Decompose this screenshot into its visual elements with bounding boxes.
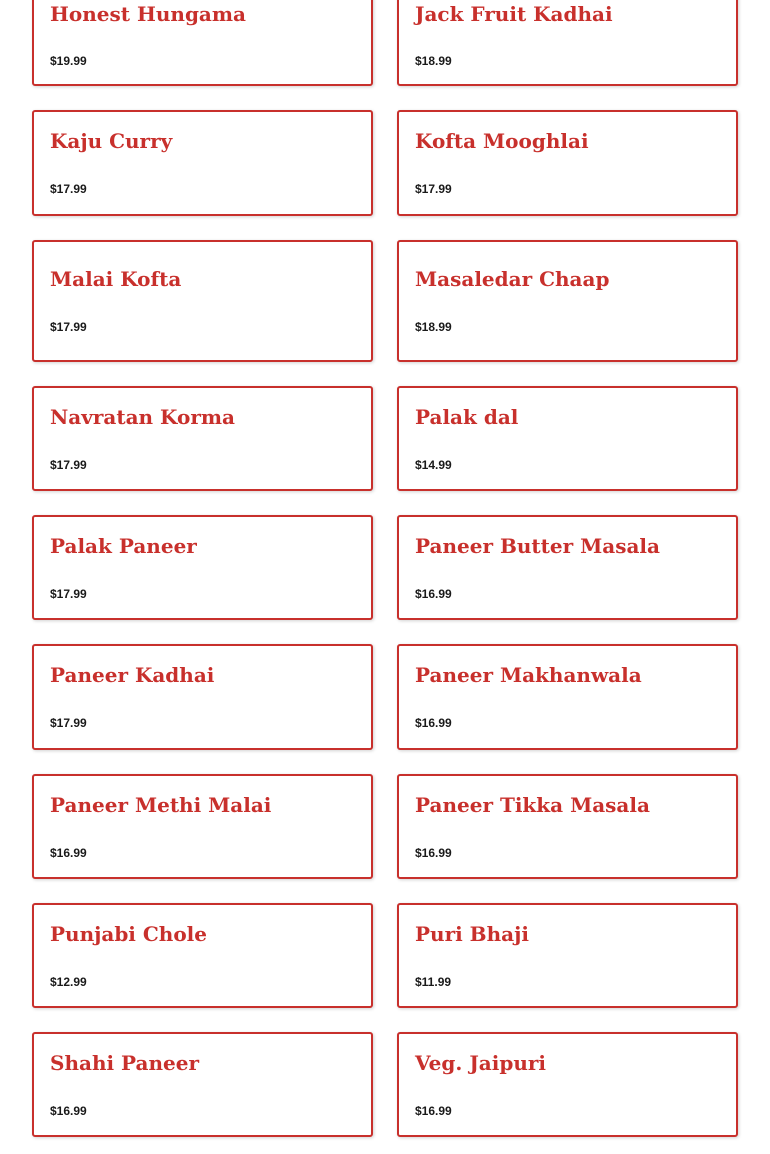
menu-item-price: $19.99 [50, 54, 87, 68]
menu-item-card[interactable] [397, 386, 738, 491]
menu-item-price: $17.99 [50, 458, 87, 472]
menu-item-price: $16.99 [415, 1104, 452, 1118]
menu-item-price: $17.99 [50, 320, 87, 334]
menu-item-price: $16.99 [50, 1104, 87, 1118]
menu-item-name: Palak Paneer [50, 534, 197, 558]
menu-item-price: $17.99 [50, 182, 87, 196]
menu-item-name: Malai Kofta [50, 267, 182, 291]
menu-item-name: Kofta Mooghlai [415, 129, 589, 153]
menu-item-price: $14.99 [415, 458, 452, 472]
menu-item-name: Paneer Tikka Masala [415, 793, 650, 817]
menu-item-name: Punjabi Chole [50, 922, 207, 946]
menu-item-price: $18.99 [415, 320, 452, 334]
menu-item-name: Paneer Butter Masala [415, 534, 660, 558]
menu-item-card[interactable] [32, 903, 373, 1008]
menu-item-card[interactable] [32, 774, 373, 879]
menu-item-card[interactable] [32, 386, 373, 491]
menu-item-card[interactable] [397, 0, 738, 86]
menu-item-name: Puri Bhaji [415, 922, 529, 946]
menu-item-name: Masaledar Chaap [415, 267, 610, 291]
menu-item-card[interactable] [32, 1032, 373, 1137]
menu-item-name: Honest Hungama [50, 2, 247, 26]
menu-item-card[interactable] [32, 240, 373, 362]
menu-item-name: Palak dal [415, 405, 519, 429]
menu-item-price: $17.99 [50, 716, 87, 730]
menu-item-name: Paneer Methi Malai [50, 793, 272, 817]
menu-item-name: Jack Fruit Kadhai [415, 2, 613, 26]
menu-item-card[interactable] [32, 644, 373, 750]
menu-item-card[interactable] [397, 774, 738, 879]
menu-item-name: Veg. Jaipuri [415, 1051, 546, 1075]
menu-item-name: Shahi Paneer [50, 1051, 200, 1075]
menu-item-name: Navratan Korma [50, 405, 235, 429]
menu-item-card[interactable] [397, 1032, 738, 1137]
menu-item-card[interactable] [32, 0, 373, 86]
menu-item-price: $16.99 [415, 587, 452, 601]
menu-item-card[interactable] [397, 240, 738, 362]
menu-item-price: $11.99 [415, 975, 452, 989]
menu-item-card[interactable] [397, 515, 738, 620]
menu-item-price: $18.99 [415, 54, 452, 68]
menu-item-price: $12.99 [50, 975, 87, 989]
menu-item-price: $16.99 [50, 846, 87, 860]
menu-item-card[interactable] [32, 515, 373, 620]
menu-item-price: $16.99 [415, 846, 452, 860]
menu-item-name: Paneer Kadhai [50, 663, 215, 687]
menu-item-price: $17.99 [415, 182, 452, 196]
menu-item-price: $17.99 [50, 587, 87, 601]
menu-item-card[interactable] [32, 110, 373, 216]
menu-item-name: Paneer Makhanwala [415, 663, 642, 687]
menu-item-card[interactable] [397, 903, 738, 1008]
menu-item-name: Kaju Curry [50, 129, 173, 153]
menu-item-card[interactable] [397, 110, 738, 216]
menu-item-price: $16.99 [415, 716, 452, 730]
menu-item-card[interactable] [397, 644, 738, 750]
